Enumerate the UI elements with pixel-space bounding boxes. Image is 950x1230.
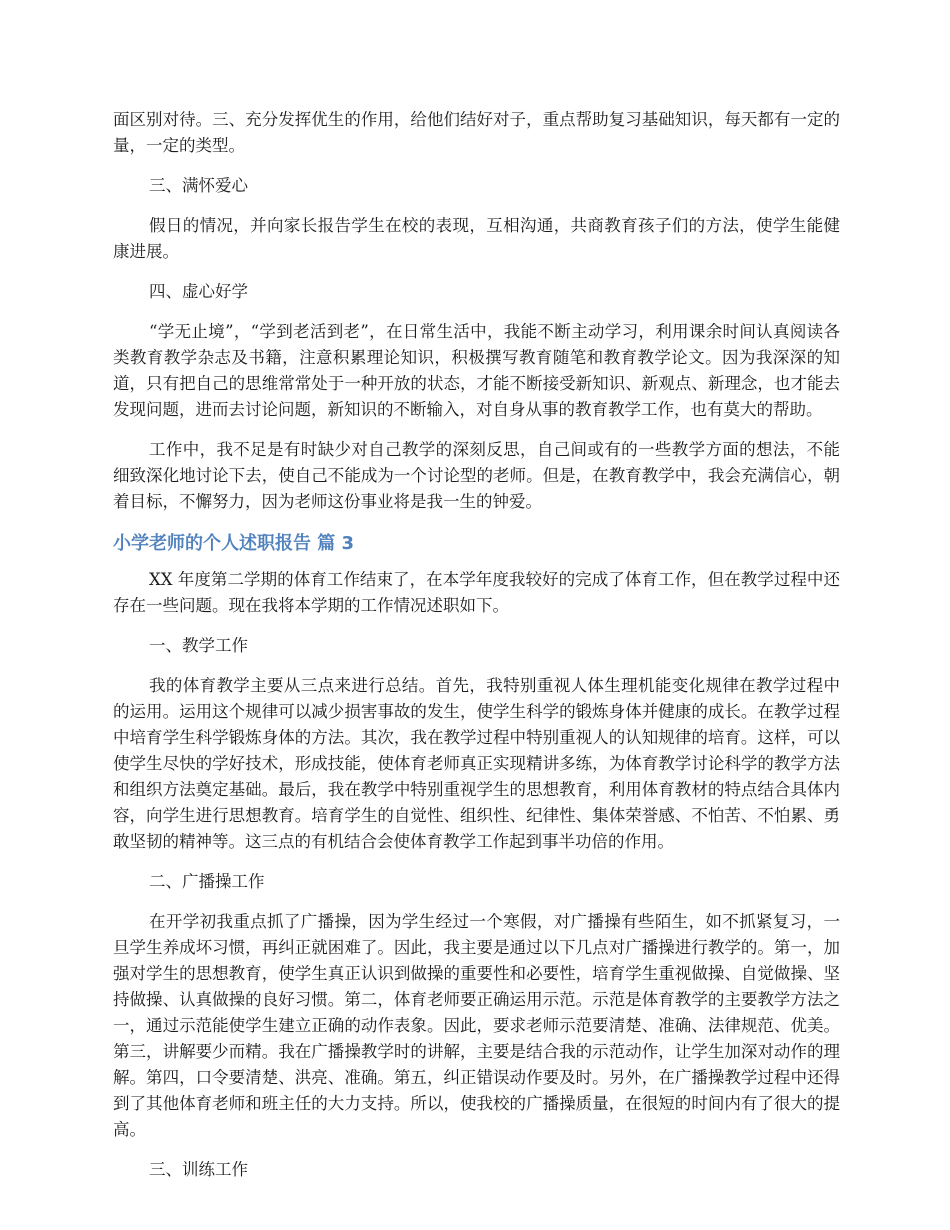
subheading-exercise: 二、广播操工作	[149, 872, 265, 891]
subheading-training: 三、训练工作	[149, 1160, 248, 1179]
paragraph-teaching: 我的体育教学主要从三点来进行总结。首先，我特别重视人体生理机能变化规律在教学过程中的运用。运用这个规律可以减少损害事故的发生，使学生科学的锻炼身体并健康的成长。在教学过程中培育学生科学锻炼身体的方法。其次，我在教学过程中特别重视人的认知规律的培育。这样，可以使学生尽快的学好技术，形成技能，使体育老师真正实现精讲多练，为体育教学讨论科学的教学方法和组织方法奠定基础。最后，我在教学中特别重视学生的思想教育，利用体育教材的特点结合具体内容，向学生进行思想教育。培育学生的自觉性、组织性、纪律性、集体荣誉感、不怕苦、不怕累、勇敢坚韧的精神等。这三点的有机结合会使体育教学工作起到事半功倍的作用。	[113, 676, 840, 851]
paragraph-learning: “学无止境”，“学到老活到老”，在日常生活中，我能不断主动学习，利用课余时间认真阅读各类教育教学杂志及书籍，注意积累理论知识，积极撰写教育随笔和教育教学论文。因为我深深的知道，只有把自己的思维常常处于一种开放的状态，才能不断接受新知识、新观点、新理念，也才能去发现问题，进而去讨论问题，新知识的不断输入，对自身从事的教育教学工作，也有莫大的帮助。	[113, 322, 840, 419]
paragraph-exercise: 在开学初我重点抓了广播操，因为学生经过一个寒假，对广播操有些陌生，如不抓紧复习，一旦学生养成坏习惯，再纠正就困难了。因此，我主要是通过以下几点对广播操进行教学的。第一，加强对学生的思想教育，使学生真正认识到做操的重要性和必要性，培育学生重视做操、自觉做操、坚持做操、认真做操的良好习惯。第二，体育老师要正确运用示范。示范是体育教学的主要教学方法之一，通过示范能使学生建立正确的动作表象。因此，要求老师示范要清楚、准确、法律规范、优美。第三，讲解要少而精。我在广播操教学时的讲解，主要是结合我的示范动作，让学生加深对动作的理解。第四，口令要清楚、洪亮、准确。第五，纠正错误动作要及时。另外，在广播操教学过程中还得到了其他体育老师和班主任的大力支持。所以，使我校的广播操质量，在很短的时间内有了很大的提高。	[113, 912, 840, 1139]
subheading-learning: 四、虚心好学	[149, 282, 248, 301]
subheading-teaching: 一、教学工作	[149, 636, 248, 655]
paragraph-shortcomings: 工作中，我不足是有时缺少对自己教学的深刻反思，自己间或有的一些教学方面的想法，不能细致深化地讨论下去，使自己不能成为一个讨论型的老师。但是，在教育教学中，我会充满信心，朝着目标，不懈努力，因为老师这份事业将是我一生的钟爱。	[113, 440, 840, 511]
subheading-love: 三、满怀爱心	[149, 176, 248, 195]
section-heading: 小学老师的个人述职报告 篇 3	[113, 533, 355, 554]
paragraph-continued: 面区别对待。三、充分发挥优生的作用，给他们结好对子，重点帮助复习基础知识，每天都有一定的量，一定的类型。	[113, 110, 840, 155]
document-page	[113, 107, 840, 1183]
paragraph-parents: 假日的情况，并向家长报告学生在校的表现，互相沟通，共商教育孩子们的方法，使学生能健康进展。	[113, 216, 840, 261]
paragraph-intro: XX 年度第二学期的体育工作结束了，在本学年度我较好的完成了体育工作，但在教学过程中还存在一些问题。现在我将本学期的工作情况述职如下。	[113, 570, 840, 615]
